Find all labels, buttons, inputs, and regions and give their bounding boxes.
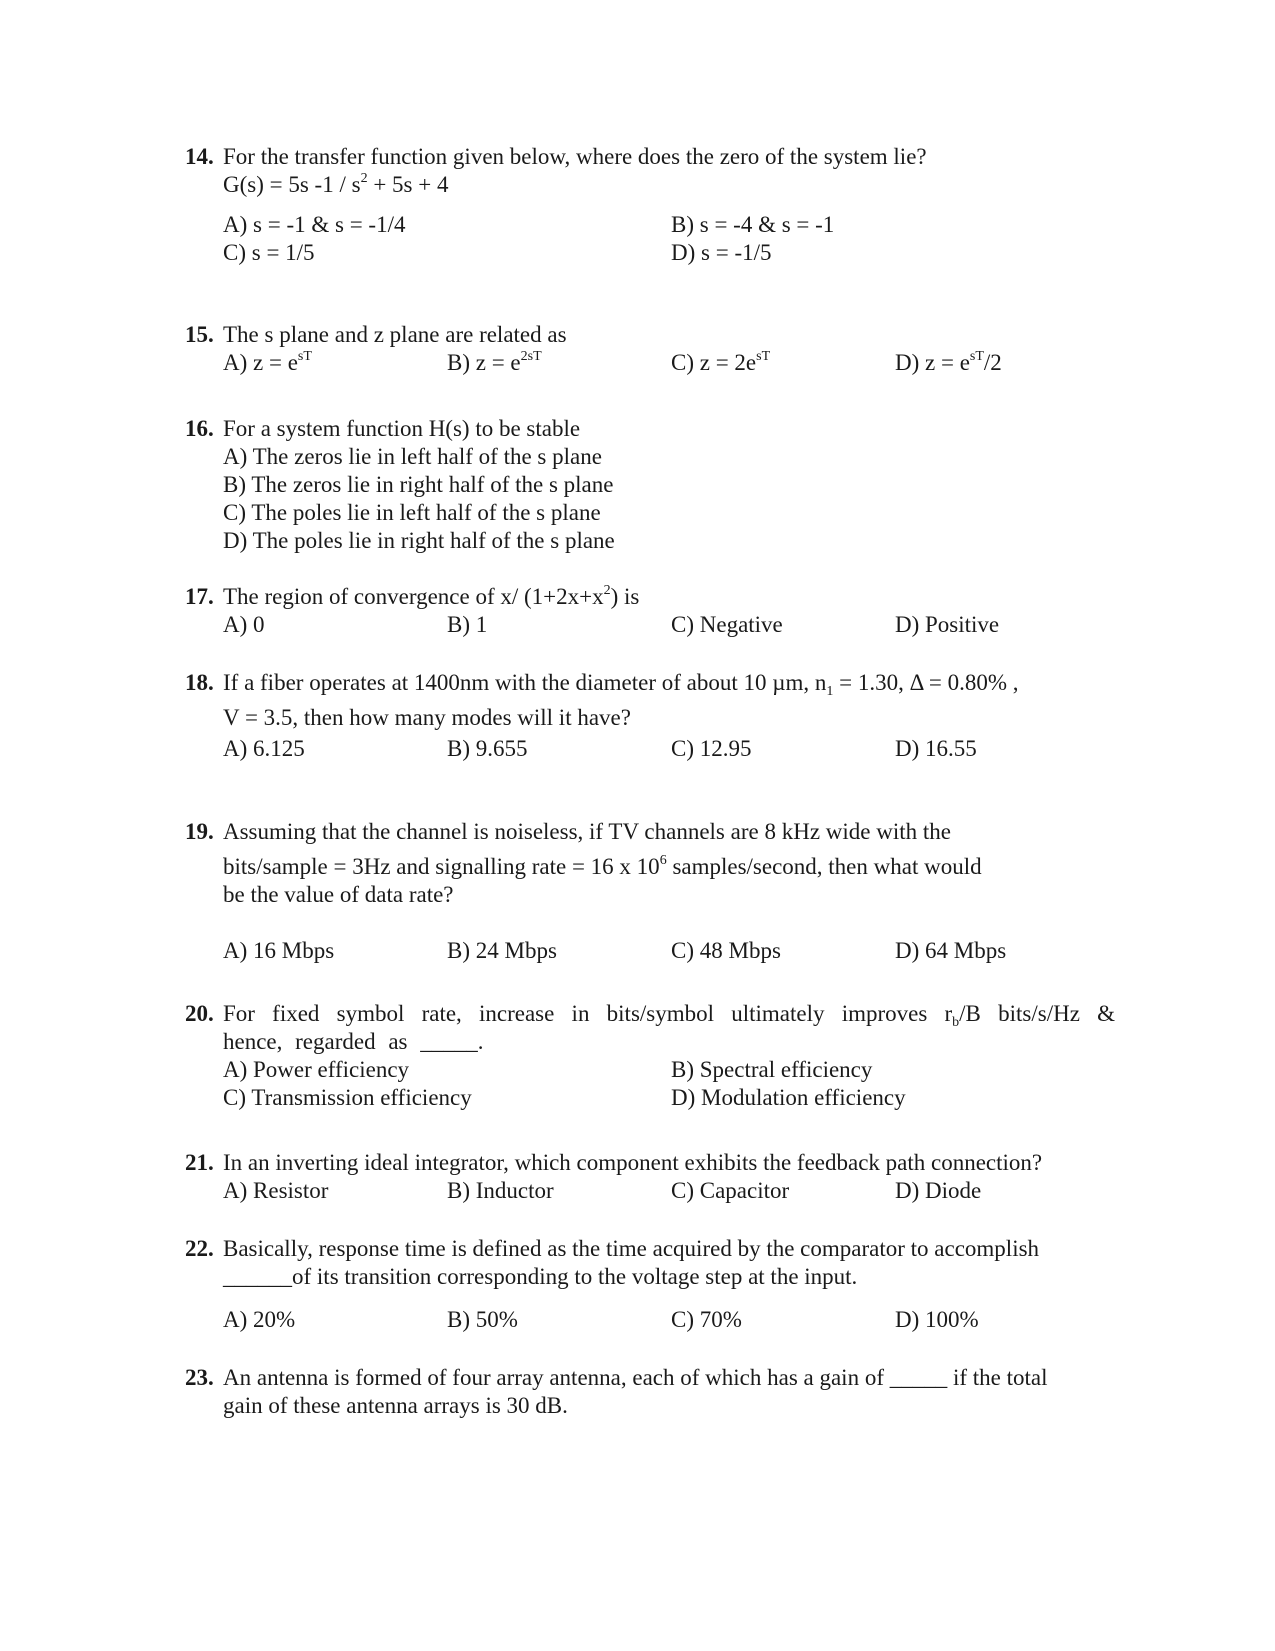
- question-19: [185, 818, 1115, 965]
- question-text-line2: gain of these antenna arrays is 30 dB.: [223, 1393, 568, 1418]
- question-18: [185, 669, 1115, 763]
- option-c: C) s = 1/5: [223, 240, 315, 265]
- question-21: [185, 1149, 1115, 1205]
- question-text-line2: ______of its transition corresponding to the voltage step at the input.: [223, 1264, 858, 1289]
- option-b: B) 1: [447, 612, 488, 637]
- question-number: 23.: [185, 1365, 214, 1390]
- question-number: 15.: [185, 322, 214, 347]
- option-a: A) s = -1 & s = -1/4: [223, 212, 406, 237]
- question-text: For the transfer function given below, where does the zero of the system lie?: [223, 144, 927, 169]
- option-b: B) $z = e^{2sT}$: [447, 349, 542, 375]
- option-d: D) Positive: [895, 612, 1000, 637]
- question-text: An antenna is formed of four array antenna, each of which has a gain of _____ if the total: [223, 1365, 1048, 1390]
- question-16: [185, 415, 1115, 555]
- option-c: C) Capacitor: [671, 1178, 790, 1203]
- option-a: A) 0: [223, 612, 265, 637]
- option-c: C) The poles lie in left half of the s plane: [223, 500, 601, 525]
- question-number: 22.: [185, 1236, 214, 1261]
- question-text: The s plane and z plane are related as: [223, 322, 567, 347]
- option-d: D) 64 Mbps: [895, 938, 1007, 963]
- transfer-function: G(s) = 5s $-1 / s^2 + 5s + 4$: [223, 171, 449, 197]
- option-a: A) Power efficiency: [223, 1057, 410, 1082]
- question-text: If a fiber operates at 1400nm with the diameter of about 10 µm, $n_1 = 1.30$, Δ = 0.80% ,: [223, 670, 1019, 699]
- option-a: A) The zeros lie in left half of the s plane: [223, 444, 602, 469]
- question-text: For a system function H(s) to be stable: [223, 416, 581, 441]
- option-b: B) 50%: [447, 1307, 518, 1332]
- option-b: B) 9.655: [447, 736, 528, 761]
- option-b: B) Inductor: [447, 1178, 554, 1203]
- question-text: Basically, response time is defined as the time acquired by the comparator to accomplish: [223, 1236, 1040, 1261]
- question-17: [185, 583, 1115, 639]
- question-15: [185, 321, 1115, 377]
- option-b: B) The zeros lie in right half of the s plane: [223, 472, 614, 497]
- question-number: 16.: [185, 416, 214, 441]
- option-d: D) 16.55: [895, 736, 977, 761]
- option-c: C) 48 Mbps: [671, 938, 781, 963]
- question-text: 20. For fixed symbol rate, increase in bits/symbol ultimately improves $r_b/B$ bits/s/Hz & hence, regarded as _____.: [185, 1001, 1115, 1054]
- option-b: B) Spectral efficiency: [671, 1057, 873, 1082]
- question-23: [185, 1364, 1115, 1420]
- question-14: [185, 143, 1115, 267]
- question-22: [185, 1235, 1115, 1334]
- option-a: A) Resistor: [223, 1178, 329, 1203]
- question-number: 17.: [185, 584, 214, 609]
- option-c: C) 12.95: [671, 736, 752, 761]
- question-20: [185, 1000, 1115, 1112]
- question-text-line3: be the value of data rate?: [223, 882, 454, 907]
- option-a: A) 20%: [223, 1307, 296, 1332]
- option-a: A) 6.125: [223, 736, 305, 761]
- question-text: Assuming that the channel is noiseless, if TV channels are 8 kHz wide with the: [223, 819, 951, 844]
- option-d: D) The poles lie in right half of the s plane: [223, 528, 615, 553]
- option-d: D) 100%: [895, 1307, 979, 1332]
- question-text-line2: V = 3.5, then how many modes will it have?: [223, 705, 631, 730]
- option-b: B) 24 Mbps: [447, 938, 557, 963]
- option-d: D) Diode: [895, 1178, 982, 1203]
- question-number: 19.: [185, 819, 214, 844]
- question-text: In an inverting ideal integrator, which component exhibits the feedback path connection?: [223, 1150, 1043, 1175]
- option-a: A) 16 Mbps: [223, 938, 335, 963]
- option-b: B) s = -4 & s = -1: [671, 212, 835, 237]
- option-d: D) $z = e^{sT}/2$: [895, 349, 1002, 375]
- option-c: C) Negative: [671, 612, 783, 637]
- option-c: C) Transmission efficiency: [223, 1085, 472, 1110]
- question-number: 14.: [185, 144, 214, 169]
- question-number: 21.: [185, 1150, 214, 1175]
- option-d: D) Modulation efficiency: [671, 1085, 906, 1110]
- option-d: D) s = -1/5: [671, 240, 772, 265]
- option-a: A) $z = e^{sT}$: [223, 349, 312, 375]
- question-number: 18.: [185, 670, 214, 695]
- option-c: C) 70%: [671, 1307, 742, 1332]
- option-c: C) $z = 2e^{sT}$: [671, 349, 771, 375]
- question-text-line2: bits/sample = 3Hz and signalling rate = 16 x $10^6$ samples/second, then what would: [223, 853, 982, 879]
- question-text: The region of convergence of x/ $(1+2x+x^2)$ is: [223, 583, 640, 609]
